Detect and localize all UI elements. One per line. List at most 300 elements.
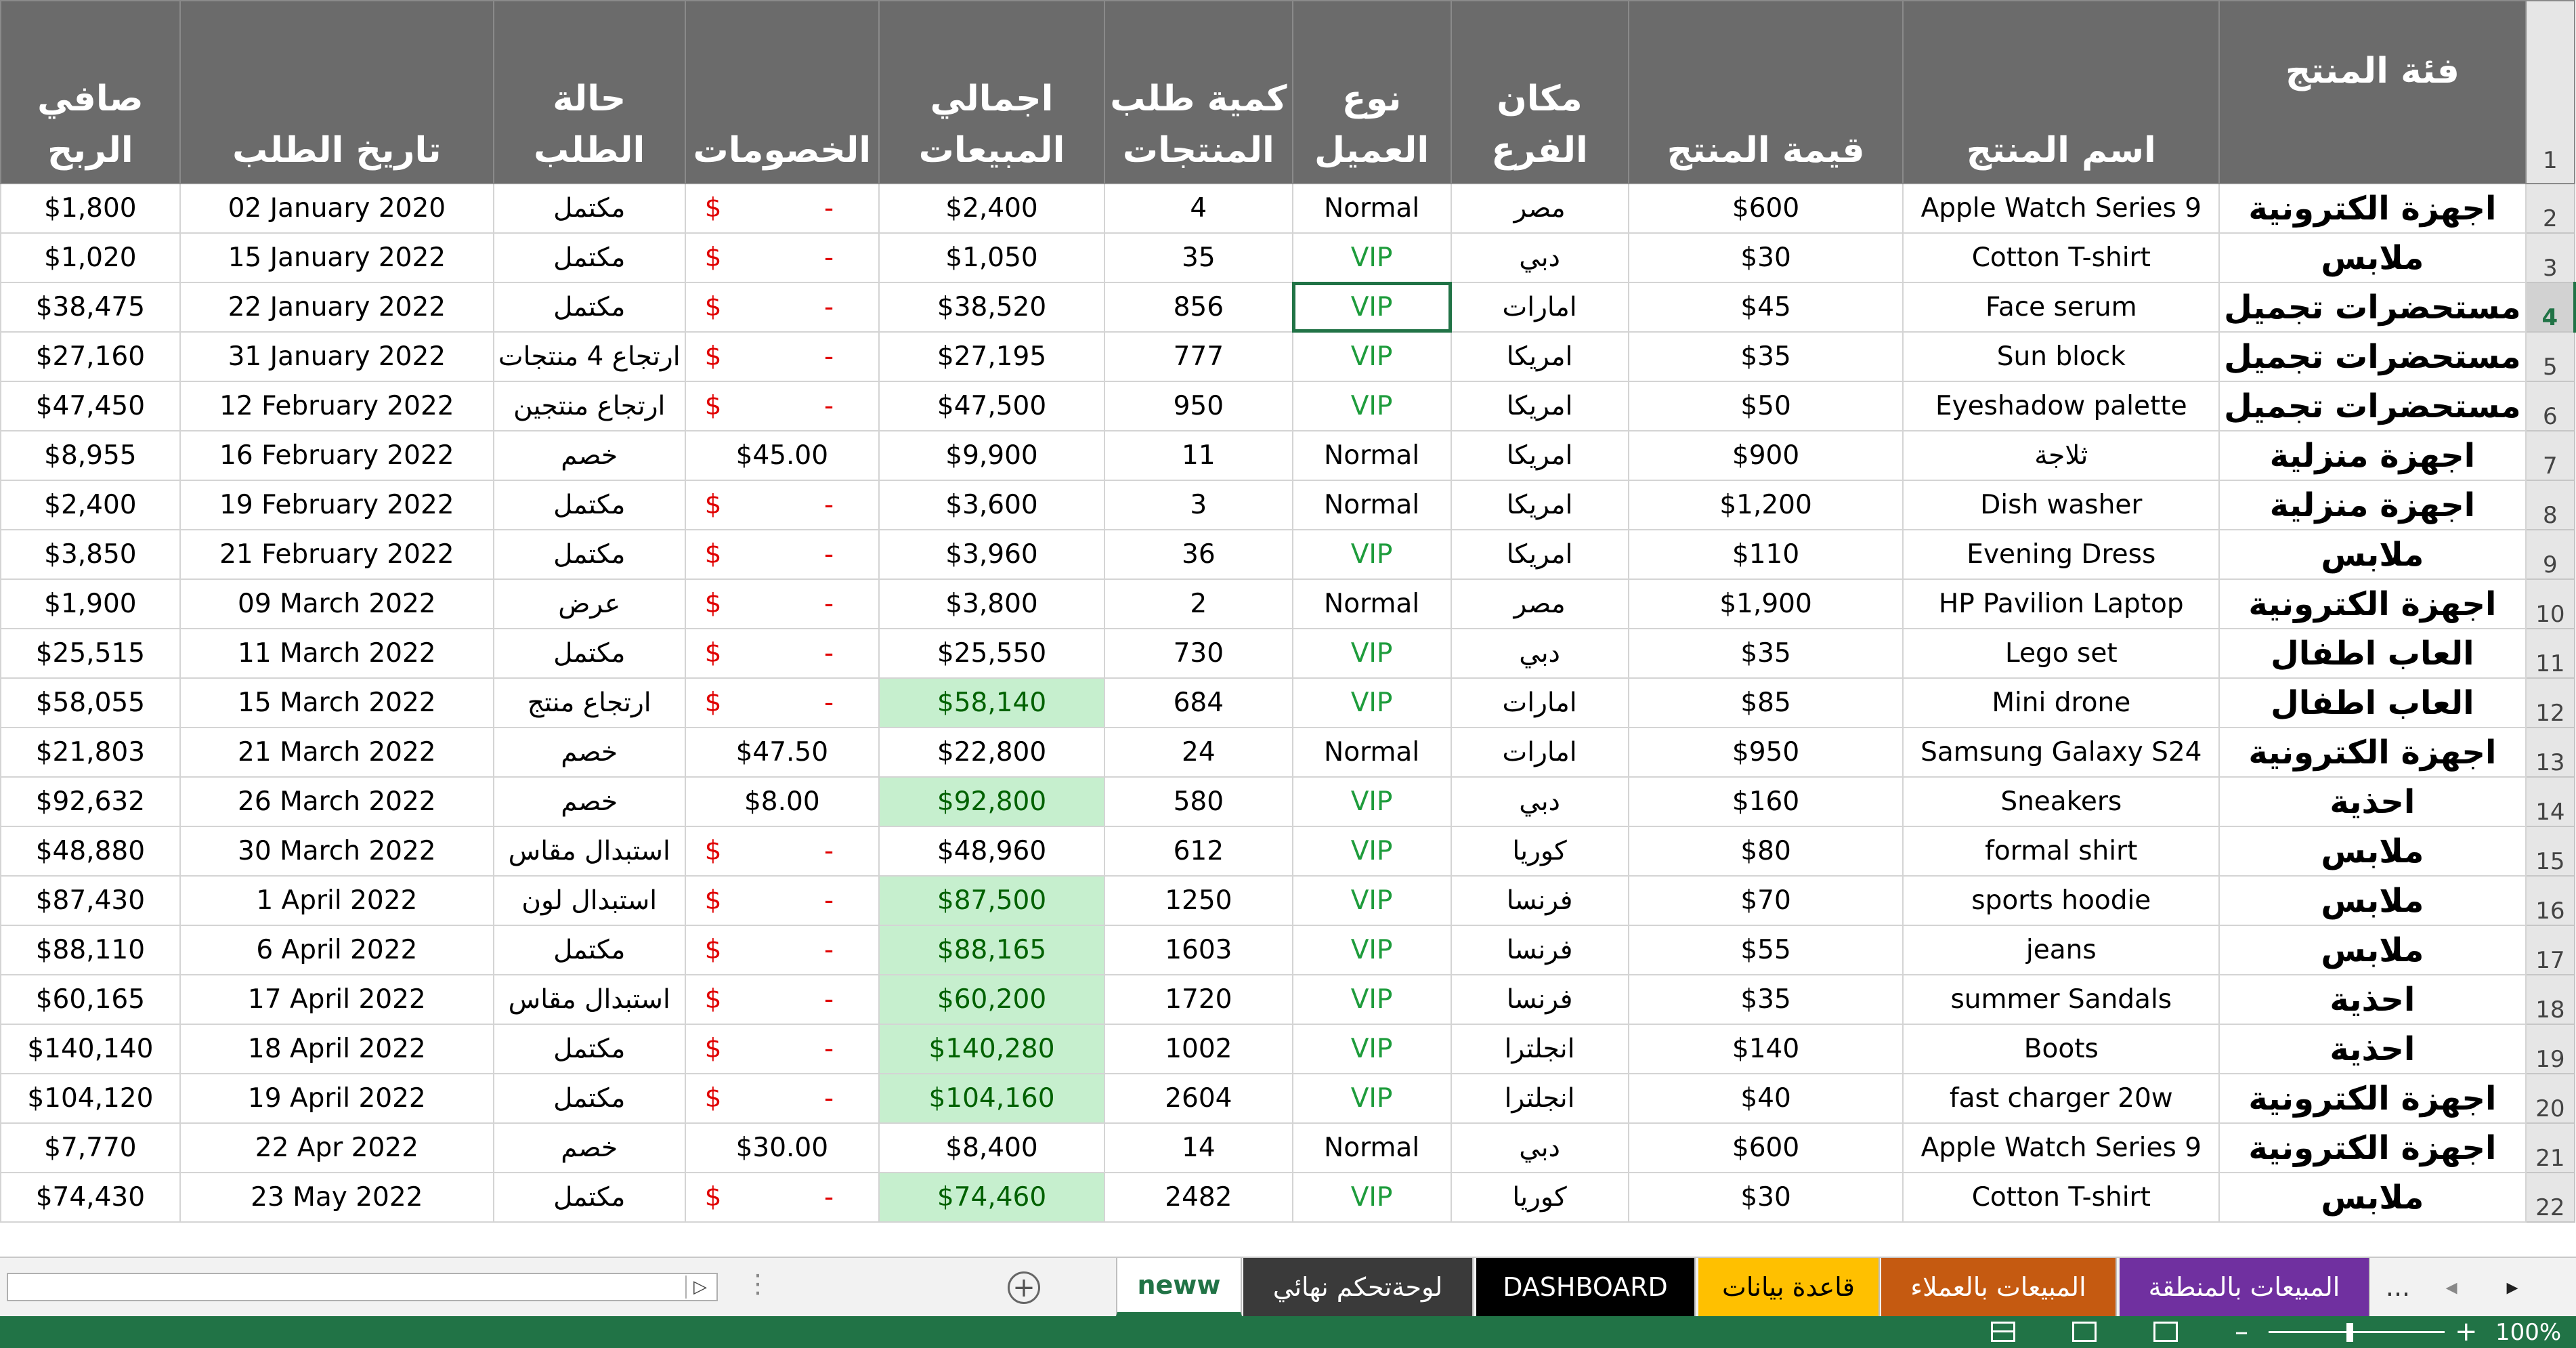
- header-total-sales[interactable]: اجمالي المبيعات: [879, 1, 1104, 184]
- cell-customer-type[interactable]: VIP: [1293, 332, 1451, 381]
- cell-order-date[interactable]: 22 January 2022: [180, 282, 494, 332]
- cell-order-date[interactable]: 19 February 2022: [180, 480, 494, 530]
- cell-order-status[interactable]: عرض: [494, 579, 685, 629]
- cell-discounts[interactable]: [685, 431, 879, 480]
- cell-net-profit[interactable]: $88,110: [1, 925, 180, 975]
- table-row: [1, 381, 2575, 431]
- cell-net-profit[interactable]: $27,160: [1, 332, 180, 381]
- cell-branch[interactable]: دبي: [1451, 777, 1629, 826]
- discount-dash: -: [823, 1034, 834, 1064]
- cell-product-name[interactable]: Samsung Galaxy S24: [1903, 728, 2219, 777]
- zoom-slider[interactable]: [2269, 1331, 2445, 1333]
- cell-customer-type[interactable]: Normal: [1293, 579, 1451, 629]
- cell-discounts[interactable]: [685, 480, 879, 530]
- cell-quantity[interactable]: 24: [1104, 728, 1293, 777]
- cell-product-name[interactable]: sports hoodie: [1903, 876, 2219, 925]
- cell-product-name[interactable]: HP Pavilion Laptop: [1903, 579, 2219, 629]
- cell-order-status[interactable]: مكتمل: [494, 233, 685, 282]
- cell-net-profit[interactable]: $21,803: [1, 728, 180, 777]
- cell-total-sales[interactable]: $47,500: [879, 381, 1104, 431]
- cell-total-sales[interactable]: $48,960: [879, 826, 1104, 876]
- cell-total-sales[interactable]: $3,600: [879, 480, 1104, 530]
- cell-quantity[interactable]: 1250: [1104, 876, 1293, 925]
- cell-quantity[interactable]: 1002: [1104, 1024, 1293, 1074]
- cell-discounts[interactable]: [685, 629, 879, 678]
- normal-view-icon[interactable]: [1991, 1322, 2015, 1342]
- header-category[interactable]: فئة المنتج: [2219, 1, 2526, 184]
- cell-category[interactable]: اجهزة الكترونية: [2219, 579, 2526, 629]
- tab-nav-left-icon[interactable]: ◂: [2445, 1273, 2457, 1301]
- cell-product-name[interactable]: Eyeshadow palette: [1903, 381, 2219, 431]
- cell-order-status[interactable]: ارتجاع منتجين: [494, 381, 685, 431]
- tab-sales-by-region[interactable]: [2120, 1258, 2370, 1316]
- tab-label: DASHBOARD: [1503, 1272, 1668, 1302]
- cell-discounts[interactable]: [685, 233, 879, 282]
- cell-product-name[interactable]: Evening Dress: [1903, 530, 2219, 579]
- cell-branch[interactable]: امارات: [1451, 678, 1629, 728]
- row-number[interactable]: 20: [2526, 1074, 2575, 1123]
- cell-product-value[interactable]: $1,900: [1629, 579, 1904, 629]
- tab-nav-right-icon[interactable]: ▸: [2506, 1273, 2518, 1301]
- cell-total-sales[interactable]: $60,200: [879, 975, 1104, 1024]
- row-number[interactable]: 3: [2526, 233, 2575, 282]
- cell-discounts[interactable]: [685, 777, 879, 826]
- row-number[interactable]: 13: [2526, 728, 2575, 777]
- cell-total-sales[interactable]: $27,195: [879, 332, 1104, 381]
- row-number[interactable]: 8: [2526, 480, 2575, 530]
- cell-customer-type[interactable]: VIP: [1293, 1024, 1451, 1074]
- add-sheet-button[interactable]: [1008, 1271, 1040, 1304]
- zoom-level[interactable]: 100%: [2495, 1319, 2562, 1346]
- more-tabs-button[interactable]: [2374, 1258, 2422, 1316]
- row-number[interactable]: 14: [2526, 777, 2575, 826]
- cell-discounts[interactable]: [685, 1074, 879, 1123]
- cell-total-sales[interactable]: $3,960: [879, 530, 1104, 579]
- header-order-date[interactable]: تاريخ الطلب: [180, 1, 494, 184]
- discount-currency: $: [704, 1083, 722, 1114]
- cell-order-status[interactable]: ارتجاع منتج: [494, 678, 685, 728]
- row-number[interactable]: 4: [2526, 282, 2575, 332]
- cell-discounts[interactable]: [685, 282, 879, 332]
- cell-quantity[interactable]: 3: [1104, 480, 1293, 530]
- cell-total-sales[interactable]: $140,280: [879, 1024, 1104, 1074]
- cell-discounts[interactable]: [685, 579, 879, 629]
- row-number[interactable]: 12: [2526, 678, 2575, 728]
- cell-order-date[interactable]: 09 March 2022: [180, 579, 494, 629]
- cell-customer-type[interactable]: VIP: [1293, 876, 1451, 925]
- cell-category[interactable]: ملابس: [2219, 925, 2526, 975]
- cell-customer-type[interactable]: VIP: [1293, 530, 1451, 579]
- cell-product-value[interactable]: $70: [1629, 876, 1904, 925]
- cell-branch[interactable]: امريكا: [1451, 332, 1629, 381]
- table-row: [1, 728, 2575, 777]
- cell-branch[interactable]: مصر: [1451, 579, 1629, 629]
- cell-quantity[interactable]: 684: [1104, 678, 1293, 728]
- cell-order-status[interactable]: خصم: [494, 1123, 685, 1173]
- cell-branch[interactable]: مصر: [1451, 184, 1629, 233]
- cell-customer-type[interactable]: VIP: [1293, 1074, 1451, 1123]
- cell-order-date[interactable]: 18 April 2022: [180, 1024, 494, 1074]
- row-number[interactable]: 11: [2526, 629, 2575, 678]
- cell-branch[interactable]: انجلترا: [1451, 1074, 1629, 1123]
- scroll-right-arrow-icon[interactable]: ▷: [685, 1276, 714, 1299]
- cell-category[interactable]: احذية: [2219, 777, 2526, 826]
- cell-product-value[interactable]: $55: [1629, 925, 1904, 975]
- cell-category[interactable]: العاب اطفال: [2219, 629, 2526, 678]
- cell-order-date[interactable]: 15 March 2022: [180, 678, 494, 728]
- cell-order-date[interactable]: 21 March 2022: [180, 728, 494, 777]
- cell-product-name[interactable]: ثلاجة: [1903, 431, 2219, 480]
- cell-order-date[interactable]: 30 March 2022: [180, 826, 494, 876]
- cell-net-profit[interactable]: $25,515: [1, 629, 180, 678]
- cell-category[interactable]: مستحضرات تجميل: [2219, 332, 2526, 381]
- cell-net-profit[interactable]: $1,020: [1, 233, 180, 282]
- cell-order-status[interactable]: مكتمل: [494, 530, 685, 579]
- cell-net-profit[interactable]: $74,430: [1, 1173, 180, 1222]
- cell-quantity[interactable]: 580: [1104, 777, 1293, 826]
- cell-product-value[interactable]: $50: [1629, 381, 1904, 431]
- cell-category[interactable]: اجهزة الكترونية: [2219, 1123, 2526, 1173]
- cell-quantity[interactable]: 14: [1104, 1123, 1293, 1173]
- cell-order-date[interactable]: 15 January 2022: [180, 233, 494, 282]
- cell-quantity[interactable]: 1720: [1104, 975, 1293, 1024]
- discount-currency: $: [704, 1182, 722, 1213]
- cell-product-value[interactable]: $1,200: [1629, 480, 1904, 530]
- discount-currency: $: [704, 935, 722, 965]
- cell-branch[interactable]: امريكا: [1451, 381, 1629, 431]
- cell-product-value[interactable]: $30: [1629, 233, 1904, 282]
- table-row: [1, 1074, 2575, 1123]
- header-product-value[interactable]: قيمة المنتج: [1629, 1, 1904, 184]
- cell-order-date[interactable]: 17 April 2022: [180, 975, 494, 1024]
- cell-net-profit[interactable]: $58,055: [1, 678, 180, 728]
- zoom-slider-thumb[interactable]: [2346, 1323, 2353, 1342]
- discount-currency: $: [704, 688, 722, 718]
- cell-product-value[interactable]: $35: [1629, 975, 1904, 1024]
- tab-final-dashboard[interactable]: [1243, 1258, 1474, 1316]
- cell-branch[interactable]: فرنسا: [1451, 876, 1629, 925]
- header-quantity[interactable]: كمية طلب المنتجات: [1104, 1, 1293, 184]
- cell-discounts[interactable]: [685, 1024, 879, 1074]
- cell-quantity[interactable]: 4: [1104, 184, 1293, 233]
- cell-category[interactable]: اجهزة الكترونية: [2219, 728, 2526, 777]
- cell-customer-type[interactable]: VIP: [1293, 381, 1451, 431]
- cell-product-value[interactable]: $950: [1629, 728, 1904, 777]
- cell-category[interactable]: ملابس: [2219, 876, 2526, 925]
- cell-discounts[interactable]: [685, 184, 879, 233]
- cell-total-sales[interactable]: $2,400: [879, 184, 1104, 233]
- cell-quantity[interactable]: 35: [1104, 233, 1293, 282]
- cell-total-sales[interactable]: $74,460: [879, 1173, 1104, 1222]
- cell-total-sales[interactable]: $38,520: [879, 282, 1104, 332]
- row-number[interactable]: 19: [2526, 1024, 2575, 1074]
- cell-customer-type[interactable]: VIP: [1293, 1173, 1451, 1222]
- zoom-in-icon[interactable]: +: [2455, 1316, 2478, 1347]
- cell-category[interactable]: احذية: [2219, 1024, 2526, 1074]
- cell-order-status[interactable]: مكتمل: [494, 282, 685, 332]
- cell-product-value[interactable]: $140: [1629, 1024, 1904, 1074]
- cell-customer-type[interactable]: Normal: [1293, 1123, 1451, 1173]
- cell-order-status[interactable]: مكتمل: [494, 925, 685, 975]
- cell-customer-type[interactable]: Normal: [1293, 480, 1451, 530]
- cell-order-date[interactable]: 31 January 2022: [180, 332, 494, 381]
- tab-neww[interactable]: [1116, 1258, 1242, 1316]
- header-customer-type[interactable]: نوع العميل: [1293, 1, 1451, 184]
- header-branch[interactable]: مكان الفرع: [1451, 1, 1629, 184]
- header-order-status[interactable]: حالة الطلب: [494, 1, 685, 184]
- horizontal-scrollbar[interactable]: [7, 1273, 718, 1301]
- cell-order-status[interactable]: استبدال مقاس: [494, 975, 685, 1024]
- cell-order-status[interactable]: خصم: [494, 777, 685, 826]
- cell-net-profit[interactable]: $1,800: [1, 184, 180, 233]
- cell-branch[interactable]: امريكا: [1451, 431, 1629, 480]
- cell-order-date[interactable]: 19 April 2022: [180, 1074, 494, 1123]
- cell-product-value[interactable]: $35: [1629, 332, 1904, 381]
- cell-quantity[interactable]: 2482: [1104, 1173, 1293, 1222]
- header-discounts[interactable]: الخصومات: [685, 1, 879, 184]
- cell-customer-type[interactable]: VIP: [1293, 233, 1451, 282]
- cell-order-status[interactable]: ارتجاع 4 منتجات: [494, 332, 685, 381]
- cell-product-name[interactable]: Mini drone: [1903, 678, 2219, 728]
- cell-discounts[interactable]: [685, 332, 879, 381]
- header-product-name[interactable]: اسم المنتج: [1903, 1, 2219, 184]
- cell-order-status[interactable]: مكتمل: [494, 1024, 685, 1074]
- cell-branch[interactable]: دبي: [1451, 629, 1629, 678]
- cell-quantity[interactable]: 950: [1104, 381, 1293, 431]
- cell-net-profit[interactable]: $8,955: [1, 431, 180, 480]
- row-number[interactable]: 6: [2526, 381, 2575, 431]
- cell-product-name[interactable]: jeans: [1903, 925, 2219, 975]
- cell-category[interactable]: ملابس: [2219, 233, 2526, 282]
- row-number[interactable]: 1: [2526, 1, 2575, 184]
- cell-product-name[interactable]: Apple Watch Series 9: [1903, 1123, 2219, 1173]
- cell-net-profit[interactable]: $104,120: [1, 1074, 180, 1123]
- cell-quantity[interactable]: 2604: [1104, 1074, 1293, 1123]
- header-net-profit[interactable]: صافي الربح: [1, 1, 180, 184]
- cell-category[interactable]: مستحضرات تجميل: [2219, 282, 2526, 332]
- cell-customer-type[interactable]: VIP: [1293, 777, 1451, 826]
- cell-product-value[interactable]: $45: [1629, 282, 1904, 332]
- cell-discounts[interactable]: [685, 975, 879, 1024]
- cell-product-value[interactable]: $35: [1629, 629, 1904, 678]
- cell-net-profit[interactable]: $92,632: [1, 777, 180, 826]
- cell-net-profit[interactable]: $48,880: [1, 826, 180, 876]
- cell-net-profit[interactable]: $38,475: [1, 282, 180, 332]
- cell-quantity[interactable]: 1603: [1104, 925, 1293, 975]
- cell-total-sales[interactable]: $3,800: [879, 579, 1104, 629]
- cell-customer-type[interactable]: VIP: [1293, 629, 1451, 678]
- discount-dash: -: [823, 539, 834, 570]
- cell-discounts[interactable]: [685, 381, 879, 431]
- row-number[interactable]: 15: [2526, 826, 2575, 876]
- page-break-view-icon[interactable]: [2153, 1322, 2178, 1342]
- cell-customer-type[interactable]: Normal: [1293, 728, 1451, 777]
- cell-category[interactable]: اجهزة الكترونية: [2219, 184, 2526, 233]
- cell-order-status[interactable]: مكتمل: [494, 629, 685, 678]
- cell-order-status[interactable]: خصم: [494, 431, 685, 480]
- cell-order-status[interactable]: مكتمل: [494, 1173, 685, 1222]
- cell-branch[interactable]: فرنسا: [1451, 975, 1629, 1024]
- cell-order-date[interactable]: 1 April 2022: [180, 876, 494, 925]
- cell-total-sales[interactable]: $87,500: [879, 876, 1104, 925]
- cell-customer-type[interactable]: VIP: [1293, 826, 1451, 876]
- tab-split-handle-icon[interactable]: ⋮: [745, 1269, 771, 1299]
- cell-net-profit[interactable]: $2,400: [1, 480, 180, 530]
- cell-order-date[interactable]: 6 April 2022: [180, 925, 494, 975]
- cell-discounts[interactable]: [685, 826, 879, 876]
- cell-net-profit[interactable]: $140,140: [1, 1024, 180, 1074]
- cell-total-sales[interactable]: $8,400: [879, 1123, 1104, 1173]
- cell-order-date[interactable]: 26 March 2022: [180, 777, 494, 826]
- cell-branch[interactable]: امريكا: [1451, 480, 1629, 530]
- tab-database[interactable]: [1698, 1258, 1880, 1316]
- cell-quantity[interactable]: 2: [1104, 579, 1293, 629]
- cell-order-status[interactable]: استبدال لون: [494, 876, 685, 925]
- row-number[interactable]: 21: [2526, 1123, 2575, 1173]
- cell-quantity[interactable]: 777: [1104, 332, 1293, 381]
- cell-quantity[interactable]: 856: [1104, 282, 1293, 332]
- cell-discounts[interactable]: [685, 728, 879, 777]
- cell-total-sales[interactable]: $92,800: [879, 777, 1104, 826]
- cell-branch[interactable]: امريكا: [1451, 530, 1629, 579]
- cell-net-profit[interactable]: $87,430: [1, 876, 180, 925]
- cell-product-name[interactable]: Apple Watch Series 9: [1903, 184, 2219, 233]
- cell-product-value[interactable]: $30: [1629, 1173, 1904, 1222]
- cell-branch[interactable]: كوريا: [1451, 1173, 1629, 1222]
- cell-product-value[interactable]: $110: [1629, 530, 1904, 579]
- cell-product-value[interactable]: $900: [1629, 431, 1904, 480]
- table-row: [1, 480, 2575, 530]
- cell-total-sales[interactable]: $25,550: [879, 629, 1104, 678]
- cell-discounts[interactable]: [685, 1173, 879, 1222]
- tab-dashboard[interactable]: [1476, 1258, 1696, 1316]
- cell-order-date[interactable]: 21 February 2022: [180, 530, 494, 579]
- cell-order-date[interactable]: 11 March 2022: [180, 629, 494, 678]
- cell-total-sales[interactable]: $88,165: [879, 925, 1104, 975]
- cell-total-sales[interactable]: $9,900: [879, 431, 1104, 480]
- cell-total-sales[interactable]: $58,140: [879, 678, 1104, 728]
- cell-order-date[interactable]: 02 January 2020: [180, 184, 494, 233]
- cell-product-value[interactable]: $80: [1629, 826, 1904, 876]
- cell-total-sales[interactable]: $104,160: [879, 1074, 1104, 1123]
- cell-customer-type[interactable]: VIP: [1293, 925, 1451, 975]
- cell-net-profit[interactable]: $47,450: [1, 381, 180, 431]
- row-number[interactable]: 10: [2526, 579, 2575, 629]
- cell-category[interactable]: احذية: [2219, 975, 2526, 1024]
- row-number[interactable]: 7: [2526, 431, 2575, 480]
- cell-order-status[interactable]: مكتمل: [494, 184, 685, 233]
- cell-customer-type[interactable]: VIP: [1293, 678, 1451, 728]
- cell-net-profit[interactable]: $3,850: [1, 530, 180, 579]
- row-number[interactable]: 18: [2526, 975, 2575, 1024]
- cell-category[interactable]: ملابس: [2219, 826, 2526, 876]
- zoom-out-icon[interactable]: –: [2235, 1316, 2248, 1347]
- cell-order-status[interactable]: خصم: [494, 728, 685, 777]
- cell-customer-type[interactable]: Normal: [1293, 431, 1451, 480]
- cell-branch[interactable]: انجلترا: [1451, 1024, 1629, 1074]
- cell-net-profit[interactable]: $60,165: [1, 975, 180, 1024]
- discount-currency: $: [704, 490, 722, 520]
- cell-branch[interactable]: فرنسا: [1451, 925, 1629, 975]
- cell-product-name[interactable]: Sneakers: [1903, 777, 2219, 826]
- cell-category[interactable]: اجهزة منزلية: [2219, 480, 2526, 530]
- discount-currency: $: [704, 539, 722, 570]
- cell-order-status[interactable]: مكتمل: [494, 480, 685, 530]
- row-number[interactable]: 2: [2526, 184, 2575, 233]
- cell-order-date[interactable]: 16 February 2022: [180, 431, 494, 480]
- cell-category[interactable]: مستحضرات تجميل: [2219, 381, 2526, 431]
- cell-branch[interactable]: امارات: [1451, 282, 1629, 332]
- cell-product-name[interactable]: formal shirt: [1903, 826, 2219, 876]
- row-number[interactable]: 17: [2526, 925, 2575, 975]
- cell-quantity[interactable]: 730: [1104, 629, 1293, 678]
- cell-product-value[interactable]: $160: [1629, 777, 1904, 826]
- cell-product-name[interactable]: Face serum: [1903, 282, 2219, 332]
- cell-discounts[interactable]: [685, 1123, 879, 1173]
- cell-branch[interactable]: امارات: [1451, 728, 1629, 777]
- cell-order-date[interactable]: 12 February 2022: [180, 381, 494, 431]
- cell-branch[interactable]: دبي: [1451, 233, 1629, 282]
- row-number[interactable]: 9: [2526, 530, 2575, 579]
- cell-category[interactable]: اجهزة الكترونية: [2219, 1074, 2526, 1123]
- cell-branch[interactable]: دبي: [1451, 1123, 1629, 1173]
- row-number[interactable]: 22: [2526, 1173, 2575, 1222]
- cell-product-value[interactable]: $600: [1629, 184, 1904, 233]
- cell-quantity[interactable]: 36: [1104, 530, 1293, 579]
- cell-quantity[interactable]: 612: [1104, 826, 1293, 876]
- cell-category[interactable]: العاب اطفال: [2219, 678, 2526, 728]
- cell-product-value[interactable]: $85: [1629, 678, 1904, 728]
- cell-product-name[interactable]: Dish washer: [1903, 480, 2219, 530]
- cell-discounts[interactable]: [685, 678, 879, 728]
- cell-customer-type[interactable]: VIP: [1293, 282, 1451, 332]
- tab-label: neww: [1137, 1270, 1221, 1300]
- cell-product-name[interactable]: Cotton T-shirt: [1903, 233, 2219, 282]
- cell-customer-type[interactable]: Normal: [1293, 184, 1451, 233]
- cell-order-date[interactable]: 23 May 2022: [180, 1173, 494, 1222]
- cell-total-sales[interactable]: $1,050: [879, 233, 1104, 282]
- cell-discounts[interactable]: [685, 530, 879, 579]
- cell-product-name[interactable]: Sun block: [1903, 332, 2219, 381]
- cell-category[interactable]: ملابس: [2219, 1173, 2526, 1222]
- cell-branch[interactable]: كوريا: [1451, 826, 1629, 876]
- cell-product-name[interactable]: summer Sandals: [1903, 975, 2219, 1024]
- cell-product-name[interactable]: Cotton T-shirt: [1903, 1173, 2219, 1222]
- cell-quantity[interactable]: 11: [1104, 431, 1293, 480]
- cell-product-name[interactable]: Boots: [1903, 1024, 2219, 1074]
- cell-order-status[interactable]: مكتمل: [494, 1074, 685, 1123]
- cell-net-profit[interactable]: $1,900: [1, 579, 180, 629]
- cell-order-date[interactable]: 22 Apr 2022: [180, 1123, 494, 1173]
- cell-product-value[interactable]: $600: [1629, 1123, 1904, 1173]
- row-number[interactable]: 5: [2526, 332, 2575, 381]
- cell-category[interactable]: ملابس: [2219, 530, 2526, 579]
- cell-category[interactable]: اجهزة منزلية: [2219, 431, 2526, 480]
- cell-product-name[interactable]: Lego set: [1903, 629, 2219, 678]
- cell-discounts[interactable]: [685, 876, 879, 925]
- cell-order-status[interactable]: استبدال مقاس: [494, 826, 685, 876]
- cell-product-value[interactable]: $40: [1629, 1074, 1904, 1123]
- row-number[interactable]: 16: [2526, 876, 2575, 925]
- table-row: [1, 1123, 2575, 1173]
- cell-product-name[interactable]: fast charger 20w: [1903, 1074, 2219, 1123]
- cell-discounts[interactable]: [685, 925, 879, 975]
- cell-customer-type[interactable]: VIP: [1293, 975, 1451, 1024]
- cell-total-sales[interactable]: $22,800: [879, 728, 1104, 777]
- cell-net-profit[interactable]: $7,770: [1, 1123, 180, 1173]
- tab-sales-by-customer[interactable]: [1881, 1258, 2117, 1316]
- page-layout-view-icon[interactable]: [2072, 1322, 2097, 1342]
